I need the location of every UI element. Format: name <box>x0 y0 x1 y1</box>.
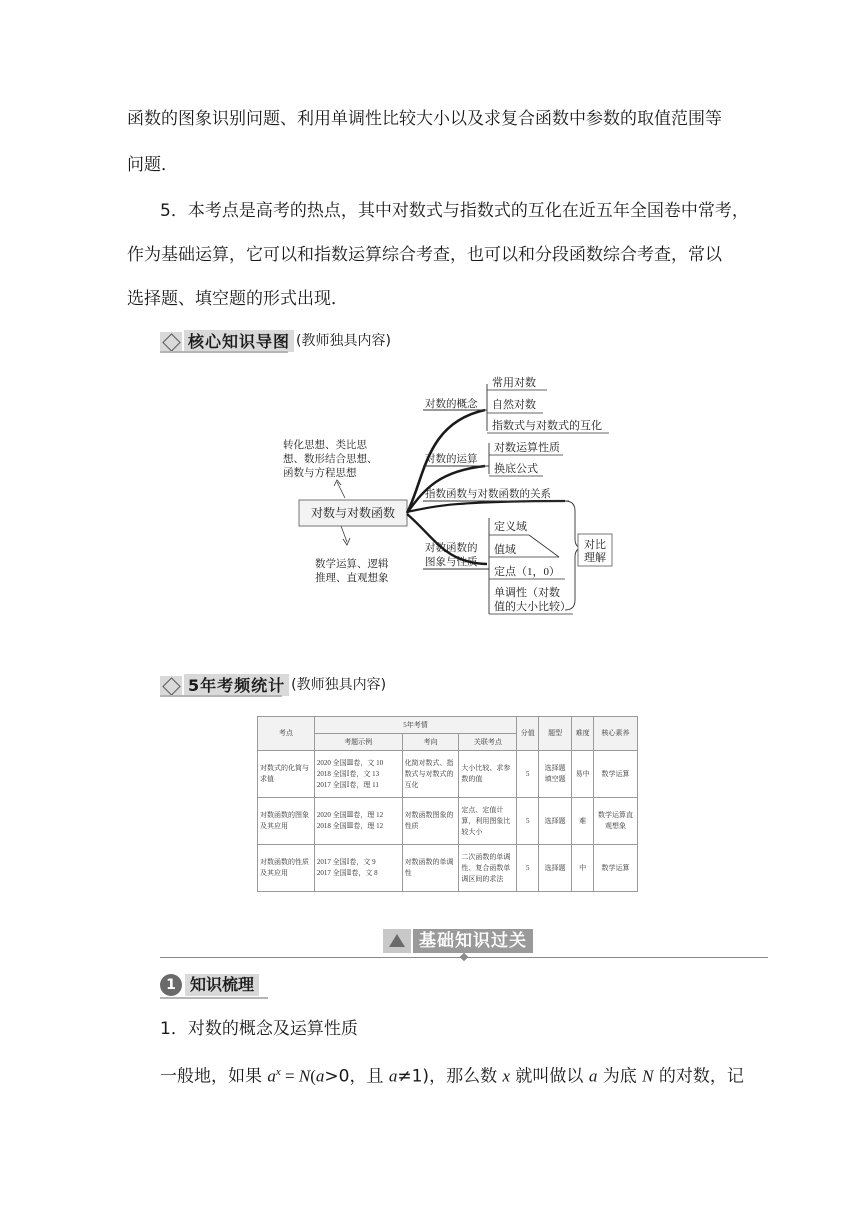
section-title: 5年考频统计 <box>184 674 289 696</box>
cell-example <box>314 798 402 845</box>
cell-difficulty: 难 <box>572 798 594 845</box>
graph-item: 定点（1，0） <box>494 566 560 578</box>
cell-example <box>314 845 402 892</box>
section-note: (教师独具内容) <box>291 677 387 693</box>
cell-type: 选择题 <box>539 798 572 845</box>
graph-item: 值的大小比较） <box>494 601 571 613</box>
math-var: a <box>388 1066 398 1086</box>
thinking-text: 转化思想、类比思 <box>283 439 367 451</box>
cell-literacy: 数学运算 <box>594 845 638 892</box>
example-line: 2020 全国Ⅲ卷，文 10 <box>316 758 384 767</box>
example-line: 2018 全国Ⅰ卷，文 13 <box>316 769 380 778</box>
exam-stats-table <box>257 716 638 892</box>
text-run: ( <box>310 1066 316 1086</box>
mind-map <box>275 368 615 622</box>
arrow-down <box>341 526 347 542</box>
branch-label-relation: 指数函数与对数函数的关系 <box>425 488 551 500</box>
header-difficulty: 难度 <box>572 717 594 751</box>
branch-label-concept: 对数的概念 <box>425 398 478 410</box>
graph-item: 值域 <box>494 544 516 556</box>
math-var: a <box>315 1066 325 1086</box>
thinking-text: 函数与方程思想 <box>283 467 357 479</box>
cell-score: 5 <box>517 751 539 798</box>
header-example: 考题示例 <box>314 734 402 751</box>
paragraph-line: 选择题、填空题的形式出现． <box>127 289 348 309</box>
header-related: 关联考点 <box>459 734 517 751</box>
header-direction: 考向 <box>402 734 459 751</box>
heading-underline <box>160 695 282 697</box>
cell-related: 二次函数的单调性、复合函数单调区间的求法 <box>459 845 517 892</box>
cell-related: 大小比较、求参数的值 <box>459 751 517 798</box>
cell-direction: 对数函数图象的性质 <box>402 798 459 845</box>
graph-item: 定义域 <box>494 521 527 533</box>
branch-label-operation: 对数的运算 <box>425 453 478 465</box>
cell-direction: 对数函数的单调性 <box>402 845 459 892</box>
compare-label: 理解 <box>584 552 606 564</box>
knowledge-title: 知识梳理 <box>185 974 259 996</box>
table-header-row <box>258 717 638 734</box>
example-line: 2017 全国Ⅰ卷，理 11 <box>316 780 379 789</box>
example-line: 2017 全国Ⅰ卷，文 9 <box>316 858 376 866</box>
math-var: a <box>267 1066 276 1086</box>
paragraph-line: 作为基础运算，它可以和指数运算综合考查，也可以和分段函数综合考查，常以 <box>127 245 722 265</box>
cell-related: 定点、定值计算，利用图象比较大小 <box>459 798 517 845</box>
header-score: 分值 <box>517 717 539 751</box>
literacy-text: 数学运算、逻辑 <box>315 558 389 570</box>
header-type: 题型 <box>539 717 572 751</box>
operation-item: 对数运算性质 <box>494 442 560 454</box>
section-note: (教师独具内容) <box>296 333 391 349</box>
math-var: N <box>298 1066 311 1086</box>
center-node-label: 对数与对数函数 <box>310 506 396 520</box>
branch-label-graph: 图象与性质 <box>425 556 478 568</box>
compare-label: 对比 <box>584 539 606 551</box>
thinking-text: 想、数形结合思想、 <box>283 453 378 465</box>
paragraph-line: 5．本考点是高考的热点，其中对数式与指数式的互化在近五年全国卷中常考， <box>160 201 749 221</box>
number-badge: 1 <box>160 974 182 996</box>
text-run: 就叫做以 <box>510 1066 589 1087</box>
section-heading-stats <box>160 672 386 696</box>
table-row <box>258 751 638 798</box>
connector-line <box>529 535 559 557</box>
branch-label-graph: 对数函数的 <box>425 542 478 554</box>
header-five-year: 5年考情 <box>314 717 516 734</box>
concept-item: 常用对数 <box>492 377 536 389</box>
cell-difficulty: 易中 <box>572 751 594 798</box>
example-line: 2018 全国Ⅲ卷，理 12 <box>316 822 384 830</box>
literacy-text: 推理、直观想象 <box>315 572 389 584</box>
paragraph-line: 问题． <box>127 155 178 175</box>
table-row <box>258 845 638 892</box>
banner-title: 基础知识过关 <box>413 929 533 953</box>
definition-line <box>160 1061 780 1088</box>
math-sup: x <box>275 1066 281 1078</box>
text-run: 为底 <box>597 1066 643 1087</box>
heading-underline <box>160 997 268 999</box>
cell-example <box>314 751 402 798</box>
concept-item: 指数式与对数式的互化 <box>492 420 602 432</box>
section-heading-mindmap <box>160 328 391 352</box>
table-row <box>258 798 638 845</box>
text-run: 一般地，如果 <box>160 1066 268 1087</box>
text-run: >0，且 <box>324 1066 389 1087</box>
operation-item: 换底公式 <box>494 463 538 475</box>
math-var: N <box>642 1066 654 1086</box>
cell-literacy: 数学运算 <box>594 751 638 798</box>
cell-type: 选择题 <box>539 845 572 892</box>
section-banner <box>383 929 533 953</box>
branch-curve <box>407 501 565 512</box>
text-run: ≠1)，那么数 <box>397 1066 503 1087</box>
diamond-icon <box>160 332 182 352</box>
cell-literacy: 数学运算直观想象 <box>594 798 638 845</box>
cell-direction: 化简对数式、指数式与对数式的互化 <box>402 751 459 798</box>
paragraph-line: 函数的图象识别问题、利用单调性比较大小以及求复合函数中参数的取值范围等 <box>127 109 722 129</box>
heading-underline <box>160 351 288 353</box>
math-var: a <box>588 1066 598 1086</box>
item-heading: 1．对数的概念及运算性质 <box>160 1019 358 1039</box>
cell-score: 5 <box>517 845 539 892</box>
text-run: 的对数，记 <box>653 1066 744 1087</box>
cell-kaodian: 对数函数的图象及其应用 <box>258 798 315 845</box>
header-kaodian: 考点 <box>258 717 315 751</box>
cell-difficulty: 中 <box>572 845 594 892</box>
text-run: = <box>280 1066 299 1086</box>
math-var: x <box>502 1066 511 1086</box>
section-title: 核心知识导图 <box>184 330 294 352</box>
cell-score: 5 <box>517 798 539 845</box>
cell-type: 选择题填空题 <box>539 751 572 798</box>
example-line: 2020 全国Ⅲ卷，理 12 <box>316 811 384 819</box>
diamond-icon <box>160 676 182 696</box>
cell-kaodian: 对数函数的性质及其应用 <box>258 845 315 892</box>
triangle-icon <box>383 929 411 953</box>
divider-dot-icon <box>460 953 468 961</box>
header-literacy: 核心素养 <box>594 717 638 751</box>
concept-item: 自然对数 <box>492 399 536 411</box>
knowledge-heading <box>160 973 259 997</box>
cell-kaodian: 对数式的化简与求值 <box>258 751 315 798</box>
example-line: 2017 全国Ⅱ卷，文 8 <box>316 869 378 877</box>
graph-item: 单调性（对数 <box>494 587 560 599</box>
